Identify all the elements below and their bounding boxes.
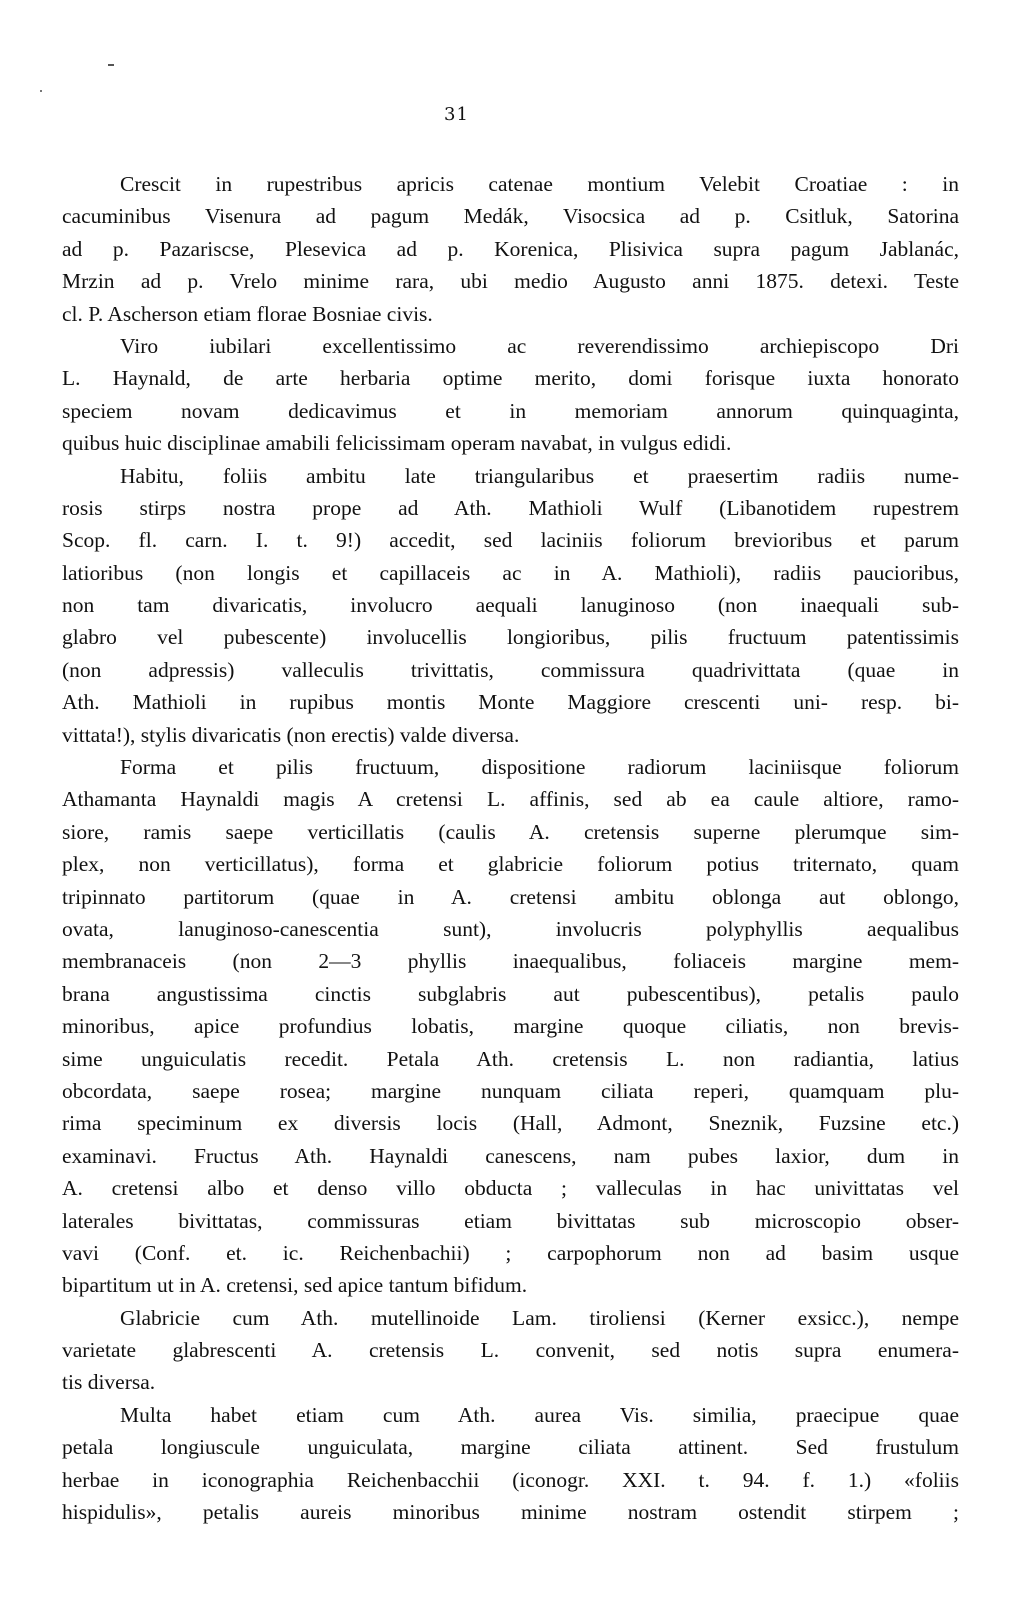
scan-speck [108, 64, 114, 66]
text-line: Athamanta Haynaldi magis A cretensi L. affinis, sed ab ea caule altiore, ramo- [62, 787, 959, 812]
text-line: Multa habet etiam cum Ath. aurea Vis. similia, praecipue quae [120, 1402, 959, 1427]
text-line: Forma et pilis fructuum, dispositione radiorum laciniisque foliorum [120, 755, 959, 780]
text-line: tripinnato partitorum (quae in A. cretensi ambitu oblonga aut oblongo, [62, 884, 959, 909]
text-line: non tam divaricatis, involucro aequali lanuginoso (non inaequali sub- [62, 593, 959, 618]
text-line: Viro iubilari excellentissimo ac reverendissimo archiepiscopo Dri [120, 333, 959, 358]
text-line: tis diversa. [62, 1370, 156, 1395]
text-line: latioribus (non longis et capillaceis ac in A. Mathioli), radiis paucioribus, [62, 560, 959, 585]
text-line: speciem novam dedicavimus et in memoriam annorum quinquaginta, [62, 398, 959, 423]
text-line: laterales bivittatas, commissuras etiam bivittatas sub microscopio obser- [62, 1208, 959, 1233]
text-line: Habitu, foliis ambitu late triangularibus et praesertim radiis nume- [120, 463, 959, 488]
text-line: obcordata, saepe rosea; margine nunquam ciliata reperi, quamquam plu- [62, 1078, 959, 1103]
text-line: rima speciminum ex diversis locis (Hall, Admont, Sneznik, Fuzsine etc.) [62, 1111, 959, 1136]
text-line: minoribus, apice profundius lobatis, margine quoque ciliatis, non brevis- [62, 1014, 959, 1039]
text-line: Glabricie cum Ath. mutellinoide Lam. tiroliensi (Kerner exsicc.), nempe [120, 1305, 959, 1330]
text-line: (non adpressis) valleculis trivittatis, commissura quadrivittata (quae in [62, 657, 959, 682]
page-number: 31 [444, 104, 469, 125]
text-line: cacuminibus Visenura ad pagum Medák, Visocsica ad p. Csitluk, Satorina [62, 204, 959, 229]
text-line: ovata, lanuginoso-canescentia sunt), involucris polyphyllis aequalibus [62, 916, 959, 941]
text-line: glabro vel pubescente) involucellis longioribus, pilis fructuum patentissimis [62, 625, 959, 650]
text-line: A. cretensi albo et denso villo obducta ; valleculas in hac univittatas vel [62, 1176, 959, 1201]
text-line: cl. P. Ascherson etiam florae Bosniae civis. [62, 301, 433, 326]
text-line: brana angustissima cinctis subglabris aut pubescentibus), petalis paulo [62, 981, 959, 1006]
text-line: Ath. Mathioli in rupibus montis Monte Maggiore crescenti uni- resp. bi- [62, 690, 959, 715]
text-line: L. Haynald, de arte herbaria optime merito, domi forisque iuxta honorato [62, 366, 959, 391]
scan-speck [40, 90, 42, 92]
text-line: plex, non verticillatus), forma et glabricie foliorum potius triternato, quam [62, 852, 959, 877]
text-line: Mrzin ad p. Vrelo minime rara, ubi medio Augusto anni 1875. detexi. Teste [62, 269, 959, 294]
text-line: Scop. fl. carn. I. t. 9!) accedit, sed laciniis foliorum brevioribus et parum [62, 528, 959, 553]
text-line: bipartitum ut in A. cretensi, sed apice tantum bifidum. [62, 1273, 528, 1298]
text-line: sime unguiculatis recedit. Petala Ath. cretensis L. non radiantia, latius [62, 1046, 959, 1071]
text-line: hispidulis», petalis aureis minoribus minime nostram ostendit stirpem ; [62, 1500, 959, 1525]
text-line: examinavi. Fructus Ath. Haynaldi canescens, nam pubes laxior, dum in [62, 1143, 959, 1168]
text-line: Crescit in rupestribus apricis catenae montium Velebit Croatiae : in [120, 172, 959, 196]
text-line: herbae in iconographia Reichenbacchii (iconogr. XXI. t. 94. f. 1.) «foliis [62, 1467, 959, 1492]
text-line: rosis stirps nostra prope ad Ath. Mathioli Wulf (Libanotidem rupestrem [62, 495, 959, 520]
text-line: vavi (Conf. et. ic. Reichenbachii) ; carpophorum non ad basim usque [62, 1240, 959, 1265]
text-line: varietate glabrescenti A. cretensis L. convenit, sed notis supra enumera- [62, 1338, 959, 1363]
text-line: ad p. Pazariscse, Plesevica ad p. Korenica, Plisivica supra pagum Jablanác, [62, 236, 959, 261]
body-text [62, 168, 959, 1528]
text-line: quibus huic disciplinae amabili felicissimam operam navabat, in vulgus edidi. [62, 431, 732, 456]
text-line: membranaceis (non 2—3 phyllis inaequalibus, foliaceis margine mem- [62, 949, 959, 974]
text-line: vittata!), stylis divaricatis (non erectis) valde diversa. [62, 722, 520, 747]
text-line: petala longiuscule unguiculata, margine ciliata attinent. Sed frustulum [62, 1435, 959, 1460]
text-line: siore, ramis saepe verticillatis (caulis A. cretensis superne plerumque sim- [62, 819, 959, 844]
